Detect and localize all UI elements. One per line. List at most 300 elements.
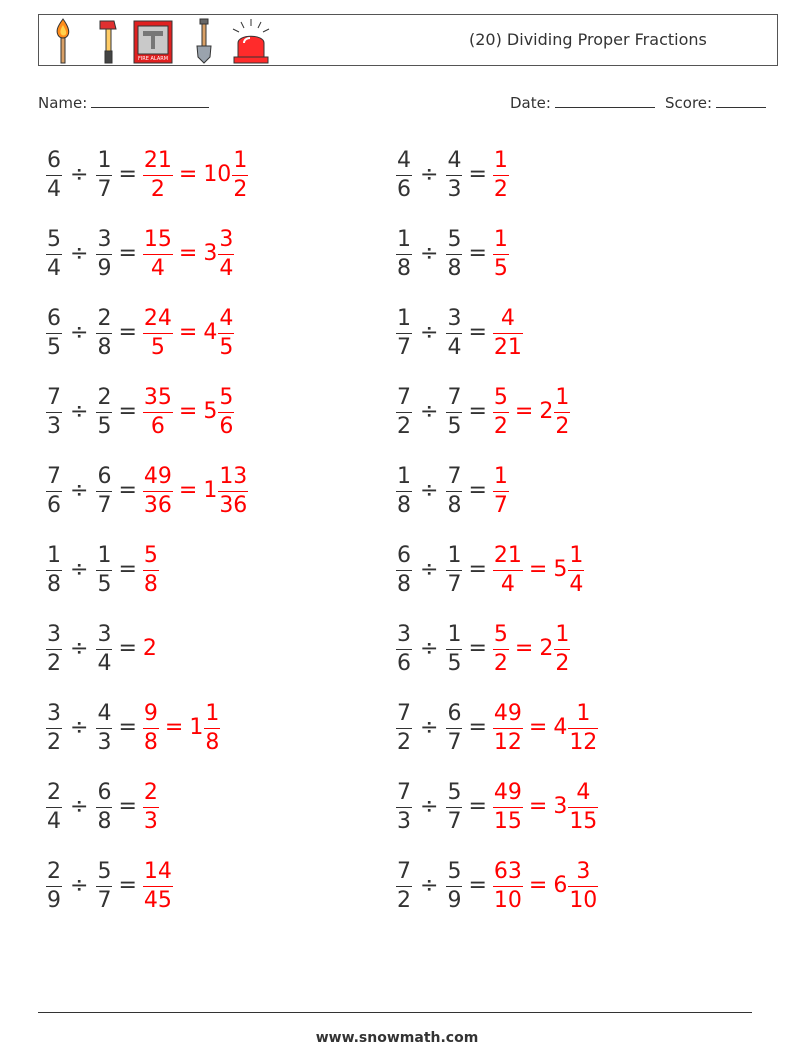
answer <box>493 305 523 360</box>
dividend-fraction-denominator: 3 <box>47 413 61 439</box>
answer <box>143 700 220 755</box>
answer-fraction-denominator: 21 <box>493 334 522 360</box>
divisor-fraction-numerator: 5 <box>447 226 462 252</box>
dividend-fraction-numerator: 6 <box>397 542 411 568</box>
divide-sign: ÷ <box>420 715 439 740</box>
mixed-number <box>539 384 570 439</box>
divisor-fraction-numerator: 4 <box>97 700 112 726</box>
divide-sign: ÷ <box>420 320 439 345</box>
problem-item <box>396 456 509 526</box>
dividend-fraction-denominator: 2 <box>397 887 411 913</box>
dividend-fraction-denominator: 2 <box>47 650 61 676</box>
divisor-fraction-numerator: 2 <box>97 305 112 331</box>
divisor-fraction <box>446 779 462 834</box>
divisor-fraction-denominator: 8 <box>447 492 462 518</box>
worksheet-title: (20) Dividing Proper Fractions <box>469 30 707 49</box>
answer-equals-sign: = <box>164 715 184 740</box>
dividend-fraction <box>46 463 62 518</box>
dividend-fraction-numerator: 3 <box>397 621 411 647</box>
equals-sign: = <box>468 557 487 582</box>
mixed-fraction-numerator: 13 <box>219 463 248 489</box>
divisor-fraction-denominator: 5 <box>97 413 112 439</box>
mixed-fraction-numerator: 4 <box>219 305 234 331</box>
divisor-fraction-numerator: 6 <box>447 700 462 726</box>
answer-fraction <box>493 463 509 518</box>
dividend-fraction <box>396 779 412 834</box>
answer <box>143 147 248 202</box>
date-line[interactable] <box>555 92 655 108</box>
answer-fraction-denominator: 5 <box>493 255 508 281</box>
answer-whole: 2 <box>142 636 157 661</box>
mixed-fraction <box>568 858 598 913</box>
fire-axe-icon <box>97 17 119 65</box>
divisor-fraction <box>446 305 462 360</box>
dividend-fraction <box>396 384 412 439</box>
problem-item <box>396 693 598 763</box>
mixed-whole: 4 <box>203 320 218 345</box>
dividend-fraction <box>46 621 62 676</box>
name-field[interactable] <box>38 92 209 113</box>
answer <box>493 858 598 913</box>
problem-item <box>46 614 158 684</box>
dividend-fraction-numerator: 7 <box>397 700 411 726</box>
answer-fraction <box>493 779 523 834</box>
mixed-fraction <box>554 384 570 439</box>
website-url[interactable]: www.snowmath.com <box>315 1030 479 1046</box>
equals-sign: = <box>118 636 137 661</box>
divisor-fraction-denominator: 3 <box>447 176 462 202</box>
divisor-fraction-denominator: 8 <box>97 334 112 360</box>
divisor-fraction-numerator: 7 <box>447 463 462 489</box>
divisor-fraction-denominator: 8 <box>97 808 112 834</box>
mixed-fraction-denominator: 4 <box>219 255 234 281</box>
answer-fraction-denominator: 8 <box>143 571 158 597</box>
problem-item <box>46 772 159 842</box>
divide-sign: ÷ <box>70 478 89 503</box>
mixed-fraction-denominator: 2 <box>555 650 570 676</box>
problem-item <box>396 298 523 368</box>
divisor-fraction-denominator: 7 <box>447 729 462 755</box>
dividend-fraction-denominator: 4 <box>47 255 61 281</box>
dividend-fraction-numerator: 6 <box>47 147 61 173</box>
divisor-fraction-denominator: 9 <box>447 887 462 913</box>
divisor-fraction <box>446 384 462 439</box>
dividend-fraction-denominator: 2 <box>397 729 411 755</box>
mixed-whole: 5 <box>203 399 218 424</box>
answer-fraction <box>143 226 173 281</box>
equals-sign: = <box>118 399 137 424</box>
divide-sign: ÷ <box>70 162 89 187</box>
answer-fraction <box>143 779 159 834</box>
divisor-fraction <box>96 226 112 281</box>
divisor-fraction <box>446 621 462 676</box>
answer-fraction-numerator: 21 <box>493 542 522 568</box>
answer-fraction-denominator: 36 <box>143 492 172 518</box>
answer <box>493 700 598 755</box>
problem-item <box>396 140 509 210</box>
answer-fraction-denominator: 45 <box>143 887 172 913</box>
answer-fraction-numerator: 63 <box>493 858 522 884</box>
divide-sign: ÷ <box>420 399 439 424</box>
answer-fraction-denominator: 2 <box>493 413 508 439</box>
answer-fraction-denominator: 2 <box>493 650 508 676</box>
problem-item <box>46 535 159 605</box>
equals-sign: = <box>468 241 487 266</box>
answer-fraction-denominator: 7 <box>493 492 508 518</box>
equals-sign: = <box>118 557 137 582</box>
dividend-fraction <box>46 384 62 439</box>
mixed-whole: 2 <box>539 636 554 661</box>
mixed-number <box>553 542 584 597</box>
answer-fraction-numerator: 21 <box>143 147 172 173</box>
divisor-fraction-numerator: 6 <box>97 463 112 489</box>
dividend-fraction-denominator: 6 <box>397 650 411 676</box>
mixed-fraction <box>218 305 234 360</box>
answer-fraction <box>493 542 523 597</box>
dividend-fraction <box>396 305 412 360</box>
answer-fraction-numerator: 5 <box>143 542 158 568</box>
mixed-fraction <box>204 700 220 755</box>
problem-item <box>46 219 234 289</box>
divide-sign: ÷ <box>420 478 439 503</box>
divide-sign: ÷ <box>420 162 439 187</box>
date-field[interactable] <box>510 92 655 113</box>
dividend-fraction-numerator: 1 <box>397 226 411 252</box>
equals-sign: = <box>468 715 487 740</box>
divisor-fraction <box>96 542 112 597</box>
dividend-fraction <box>46 542 62 597</box>
answer-fraction-numerator: 4 <box>500 305 515 331</box>
answer-fraction-numerator: 1 <box>493 147 508 173</box>
mixed-fraction <box>218 384 234 439</box>
dividend-fraction-numerator: 6 <box>47 305 61 331</box>
divisor-fraction-denominator: 4 <box>447 334 462 360</box>
name-line[interactable] <box>91 92 209 108</box>
divisor-fraction-numerator: 5 <box>447 779 462 805</box>
divisor-fraction <box>96 700 112 755</box>
divisor-fraction-numerator: 6 <box>97 779 112 805</box>
equals-sign: = <box>118 162 137 187</box>
divisor-fraction <box>96 463 112 518</box>
answer <box>143 542 159 597</box>
divisor-fraction-numerator: 3 <box>447 305 462 331</box>
divisor-fraction-numerator: 5 <box>447 858 462 884</box>
dividend-fraction-numerator: 4 <box>397 147 411 173</box>
answer <box>493 779 598 834</box>
divisor-fraction <box>96 305 112 360</box>
mixed-fraction <box>554 621 570 676</box>
divisor-fraction <box>96 147 112 202</box>
divisor-fraction-denominator: 3 <box>97 729 112 755</box>
mixed-whole: 10 <box>203 162 232 187</box>
divide-sign: ÷ <box>420 636 439 661</box>
mixed-number <box>553 858 598 913</box>
score-label: Score: <box>665 94 713 112</box>
equals-sign: = <box>118 715 137 740</box>
mixed-number <box>203 384 234 439</box>
dividend-fraction-numerator: 3 <box>47 700 61 726</box>
dividend-fraction <box>396 700 412 755</box>
mixed-fraction-denominator: 15 <box>569 808 598 834</box>
dividend-fraction-numerator: 1 <box>47 542 61 568</box>
divisor-fraction <box>96 779 112 834</box>
answer-fraction-numerator: 2 <box>143 779 158 805</box>
mixed-whole: 3 <box>553 794 568 819</box>
dividend-fraction-numerator: 7 <box>397 384 411 410</box>
mixed-fraction-numerator: 3 <box>576 858 591 884</box>
answer-fraction-denominator: 2 <box>150 176 165 202</box>
dividend-fraction-denominator: 8 <box>397 492 411 518</box>
divide-sign: ÷ <box>70 320 89 345</box>
answer-fraction-denominator: 3 <box>143 808 158 834</box>
divisor-fraction-numerator: 4 <box>447 147 462 173</box>
date-label: Date: <box>510 94 551 112</box>
problem-item <box>396 851 598 921</box>
divide-sign: ÷ <box>70 557 89 582</box>
divisor-fraction <box>96 621 112 676</box>
divisor-fraction-numerator: 3 <box>97 226 112 252</box>
mixed-number <box>203 463 248 518</box>
answer-fraction-numerator: 15 <box>143 226 172 252</box>
answer-fraction <box>143 463 173 518</box>
dividend-fraction <box>396 621 412 676</box>
mixed-fraction <box>218 463 248 518</box>
answer-fraction-denominator: 8 <box>143 729 158 755</box>
name-label: Name: <box>38 94 88 112</box>
answer-equals-sign: = <box>178 162 198 187</box>
divisor-fraction-denominator: 7 <box>97 887 112 913</box>
answer-fraction <box>493 305 523 360</box>
answer <box>143 858 173 913</box>
mixed-fraction-numerator: 1 <box>205 700 220 726</box>
divisor-fraction-denominator: 8 <box>447 255 462 281</box>
mixed-fraction-denominator: 6 <box>219 413 234 439</box>
answer-fraction <box>143 858 173 913</box>
answer-fraction-numerator: 49 <box>493 779 522 805</box>
answer <box>493 463 509 518</box>
answer-fraction-numerator: 24 <box>143 305 172 331</box>
score-line[interactable] <box>716 92 766 108</box>
mixed-number <box>553 779 598 834</box>
dividend-fraction-denominator: 8 <box>397 255 411 281</box>
divide-sign: ÷ <box>70 399 89 424</box>
divisor-fraction-denominator: 5 <box>447 650 462 676</box>
answer-fraction-denominator: 4 <box>150 255 165 281</box>
mixed-fraction-numerator: 4 <box>576 779 591 805</box>
answer-fraction-numerator: 35 <box>143 384 172 410</box>
divisor-fraction-denominator: 7 <box>97 492 112 518</box>
divisor-fraction-numerator: 5 <box>97 858 112 884</box>
dividend-fraction-denominator: 9 <box>47 887 61 913</box>
divisor-fraction-numerator: 1 <box>447 542 462 568</box>
mixed-number <box>203 305 234 360</box>
answer <box>143 305 234 360</box>
mixed-whole: 1 <box>203 478 218 503</box>
dividend-fraction-denominator: 2 <box>47 729 61 755</box>
divide-sign: ÷ <box>70 873 89 898</box>
dividend-fraction-numerator: 1 <box>397 305 411 331</box>
divisor-fraction <box>446 700 462 755</box>
answer-fraction-denominator: 15 <box>493 808 522 834</box>
problem-item <box>46 140 248 210</box>
problem-item <box>396 772 598 842</box>
divisor-fraction <box>96 858 112 913</box>
dividend-fraction-numerator: 1 <box>397 463 411 489</box>
mixed-fraction <box>218 226 234 281</box>
answer-equals-sign: = <box>178 478 198 503</box>
problem-item <box>396 614 570 684</box>
dividend-fraction-numerator: 2 <box>47 858 61 884</box>
mixed-fraction-denominator: 8 <box>205 729 220 755</box>
answer-fraction-denominator: 5 <box>150 334 165 360</box>
dividend-fraction <box>46 858 62 913</box>
answer-fraction <box>493 384 509 439</box>
mixed-fraction <box>568 542 584 597</box>
mixed-fraction-denominator: 36 <box>219 492 248 518</box>
answer-fraction <box>493 226 509 281</box>
answer-fraction-numerator: 49 <box>493 700 522 726</box>
equals-sign: = <box>118 241 137 266</box>
answer-equals-sign: = <box>528 794 548 819</box>
answer-fraction <box>143 305 173 360</box>
problem-item <box>46 851 173 921</box>
divisor-fraction-numerator: 1 <box>447 621 462 647</box>
mixed-fraction <box>568 779 598 834</box>
answer-fraction-numerator: 1 <box>493 226 508 252</box>
equals-sign: = <box>468 320 487 345</box>
answer-fraction <box>493 858 523 913</box>
equals-sign: = <box>468 399 487 424</box>
divisor-fraction-denominator: 5 <box>97 571 112 597</box>
answer <box>143 384 234 439</box>
dividend-fraction-numerator: 5 <box>47 226 61 252</box>
answer-fraction-numerator: 49 <box>143 463 172 489</box>
mixed-number <box>539 621 570 676</box>
answer <box>493 384 570 439</box>
divide-sign: ÷ <box>420 873 439 898</box>
answer <box>493 542 584 597</box>
dividend-fraction <box>396 858 412 913</box>
matchstick-icon <box>53 17 73 65</box>
problem-item <box>396 377 570 447</box>
divisor-fraction-denominator: 7 <box>447 571 462 597</box>
answer-fraction-numerator: 9 <box>143 700 158 726</box>
dividend-fraction <box>46 700 62 755</box>
dividend-fraction-denominator: 3 <box>397 808 411 834</box>
mixed-fraction-numerator: 1 <box>555 384 570 410</box>
answer-fraction-denominator: 10 <box>493 887 522 913</box>
equals-sign: = <box>118 320 137 345</box>
dividend-fraction-numerator: 7 <box>47 384 61 410</box>
answer-equals-sign: = <box>178 241 198 266</box>
problem-item <box>396 535 584 605</box>
problem-item <box>46 377 234 447</box>
dividend-fraction-numerator: 2 <box>47 779 61 805</box>
dividend-fraction-denominator: 6 <box>47 492 61 518</box>
dividend-fraction <box>46 305 62 360</box>
answer-fraction-numerator: 1 <box>493 463 508 489</box>
answer-fraction-numerator: 5 <box>493 384 508 410</box>
mixed-fraction-denominator: 2 <box>555 413 570 439</box>
mixed-number <box>203 226 234 281</box>
equals-sign: = <box>118 873 137 898</box>
mixed-fraction-numerator: 5 <box>219 384 234 410</box>
dividend-fraction-denominator: 7 <box>397 334 411 360</box>
mixed-number <box>553 700 598 755</box>
divisor-fraction-numerator: 3 <box>97 621 112 647</box>
dividend-fraction <box>46 226 62 281</box>
equals-sign: = <box>118 478 137 503</box>
problem-item <box>46 456 248 526</box>
mixed-fraction-numerator: 1 <box>569 542 584 568</box>
dividend-fraction <box>396 463 412 518</box>
divisor-fraction-numerator: 1 <box>97 542 112 568</box>
equals-sign: = <box>468 794 487 819</box>
mixed-fraction-denominator: 2 <box>233 176 248 202</box>
mixed-whole: 5 <box>553 557 568 582</box>
mixed-whole: 4 <box>553 715 568 740</box>
answer-equals-sign: = <box>528 715 548 740</box>
answer-fraction-denominator: 2 <box>493 176 508 202</box>
score-field[interactable] <box>665 92 766 113</box>
mixed-whole: 3 <box>203 241 218 266</box>
answer <box>143 463 248 518</box>
dividend-fraction <box>396 226 412 281</box>
worksheet-header <box>38 14 778 66</box>
mixed-whole: 6 <box>553 873 568 898</box>
answer-equals-sign: = <box>514 399 534 424</box>
equals-sign: = <box>468 162 487 187</box>
answer-fraction-denominator: 4 <box>500 571 515 597</box>
mixed-number <box>203 147 248 202</box>
dividend-fraction <box>46 779 62 834</box>
answer-equals-sign: = <box>178 399 198 424</box>
divisor-fraction <box>446 147 462 202</box>
dividend-fraction-numerator: 7 <box>397 858 411 884</box>
answer-fraction <box>493 147 509 202</box>
dividend-fraction-denominator: 4 <box>47 176 61 202</box>
dividend-fraction-denominator: 5 <box>47 334 61 360</box>
dividend-fraction-denominator: 6 <box>397 176 411 202</box>
divisor-fraction-denominator: 9 <box>97 255 112 281</box>
answer-fraction-numerator: 5 <box>493 621 508 647</box>
answer-fraction <box>143 147 173 202</box>
dividend-fraction <box>396 542 412 597</box>
answer-fraction <box>143 384 173 439</box>
divisor-fraction-denominator: 7 <box>97 176 112 202</box>
answer-fraction-numerator: 14 <box>143 858 172 884</box>
equals-sign: = <box>118 794 137 819</box>
answer-fraction <box>493 621 509 676</box>
answer-equals-sign: = <box>528 873 548 898</box>
mixed-fraction-denominator: 12 <box>569 729 598 755</box>
footer-divider <box>38 1012 752 1013</box>
answer <box>493 226 509 281</box>
divide-sign: ÷ <box>420 241 439 266</box>
mixed-fraction-numerator: 3 <box>219 226 234 252</box>
answer <box>143 638 158 660</box>
problem-item <box>46 693 220 763</box>
shovel-icon <box>193 17 215 65</box>
equals-sign: = <box>468 636 487 661</box>
mixed-fraction-denominator: 4 <box>569 571 584 597</box>
divisor-fraction-denominator: 5 <box>447 413 462 439</box>
problem-item <box>46 298 234 368</box>
dividend-fraction-numerator: 7 <box>47 463 61 489</box>
divisor-fraction <box>446 226 462 281</box>
mixed-fraction-denominator: 5 <box>219 334 234 360</box>
divide-sign: ÷ <box>70 636 89 661</box>
